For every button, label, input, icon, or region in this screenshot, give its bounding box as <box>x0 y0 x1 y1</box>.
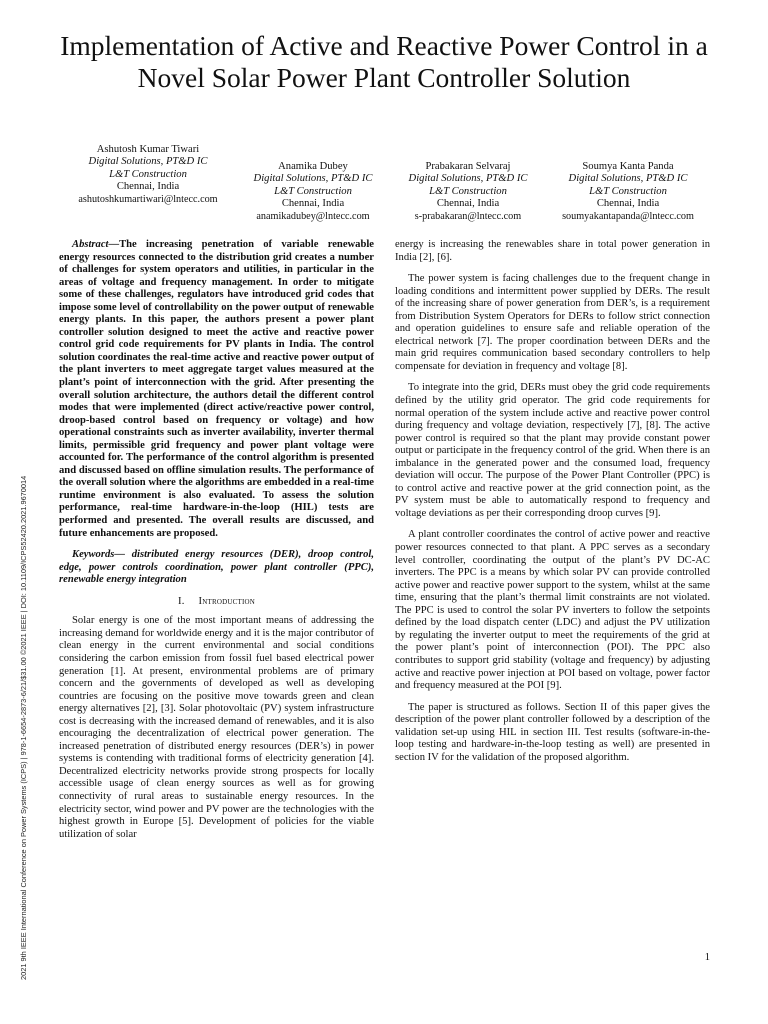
keywords <box>59 549 374 587</box>
body-paragraph-continuation: energy is increasing the renewables share in total power generation in India [2], [6]. <box>395 239 710 263</box>
keywords-text: distributed energy resources (DER), droop control, edge, power controls coordination, power plant controller (PPC), renewable energy integration <box>59 549 374 586</box>
author-location: Chennai, India <box>596 198 660 210</box>
abstract-label: Abstract <box>72 239 109 250</box>
right-column <box>395 239 710 773</box>
section-title: Introduction <box>198 595 256 607</box>
author-location: Chennai, India <box>281 198 345 210</box>
author-block-1 <box>52 144 244 206</box>
author-email: s-prabakaran@lntecc.com <box>414 210 522 222</box>
paper-title: Implementation of Active and Reactive Power Control in a Novel Solar Power Plant Controller Solution <box>60 30 708 93</box>
author-org: Digital Solutions, PT&D IC <box>568 173 688 185</box>
author-org: Digital Solutions, PT&D IC <box>408 173 528 185</box>
left-column <box>59 239 374 850</box>
author-email: ashutoshkumartiwari@lntecc.com <box>78 193 218 205</box>
author-org: Digital Solutions, PT&D IC <box>253 173 373 185</box>
page-number: 1 <box>704 952 710 963</box>
author-company: L&T Construction <box>274 185 352 197</box>
body-paragraph: To integrate into the grid, DERs must obey the grid code requirements defined by the utility grid operator. The grid code requirements for normal operation of the system include active and reactive power control during frequency and voltage deviation, respectively [7], [8]. The active power control is required so that the plant may provide constant power output or participate in the frequency control of the grid. When there is an imbalance in the generated power and the consumed load, frequency deviation will occur. The purpose of the Power Plant Controller (PPC) is to control active and reactive power at the grid connection point, as the PV system must be able to automatically respond to frequency and voltage deviations as per their corresponding droop curves [9]. <box>395 382 710 519</box>
author-company: L&T Construction <box>429 185 507 197</box>
body-paragraph: Solar energy is one of the most important means of addressing the increasing demand for worldwide energy and it is the major contributor of clean energy in the current environmental and social conditions considering the carbon emission from fossil fuel based electrical power generation [1]. At present, environmental problems are of primary concern and the governments of developed as well as developing countries are focusing on the positive move towards green and clean energy alternatives [2], [3]. Solar photovoltaic (PV) system infrastructure cost is decreasing with the increased demand of renewables, and it is also encouraging the decentralization of electrical power generation. The increased penetration of distributed energy resources (DER’s) in power systems is contending with traditional forms of electricity generation [4]. Decentralized electricity networks provide strong prospects for locally accessible usage of clean energy sources as well as for growing connectivity of rural areas to sustainable energy resources. In the electricity sector, wind power and PV power are the technologies with the highest growth in Europe [5]. Development of policies for the viable utilization of solar <box>59 615 374 840</box>
abstract <box>59 239 374 540</box>
section-number: I. <box>177 595 185 607</box>
abstract-text: —The increasing penetration of variable renewable energy resources connected to the distribution grid creates a number of challenges for system operators and utilities, in particular in the areas of voltage and frequency management. In order to mitigate some of these challenges, regulators have introduced grid codes that impose some level of controllability on the power output of renewable energy plants. In this paper, the authors present a power plant controller solution designed to meet the active and reactive power control grid code requirements for PV plants in India. The control solution coordinates the real-time active and reactive power output of the plant inverters to meet aggregate target values measured at the plant’s point of interconnection with the grid. After presenting the overall solution architecture, the authors detail the different control modes that were implemented (direct active/reactive power control, droop-based control based on frequency or voltage) and how operational constraints such as inverter availability, inverter thermal limits, permissible grid frequency and power plant voltage were accounted for. The performance of the control algorithm is presented and discussed based on offline simulation results. The performance of the overall solution where the algorithms are embedded in a real-time runtime environment is also evaluated. To assess the solution performance, real-time hardware-in-the-loop (HIL) tests are performed and presented. The overall results are discussed, and future enhancements are proposed. <box>59 239 374 539</box>
author-block-4 <box>532 161 724 223</box>
keywords-label: Keywords— <box>72 549 125 561</box>
conference-sidebar: 2021 9th IEEE International Conference on Power Systems (ICPS) | 978-1-6654-2873-6/21/$31.00 ©2021 IEEE | DOI: 10.1109/ICPS52420.2021.9670014 <box>19 475 28 980</box>
author-name: Prabakaran Selvaraj <box>425 161 511 172</box>
author-company: L&T Construction <box>109 168 187 180</box>
author-name: Anamika Dubey <box>278 161 348 172</box>
author-name: Ashutosh Kumar Tiwari <box>96 144 200 155</box>
author-location: Chennai, India <box>436 198 500 210</box>
author-email: soumyakantapanda@lntecc.com <box>562 210 694 222</box>
body-paragraph: A plant controller coordinates the control of active power and reactive power resources connected to that plant. A PPC serves as a secondary level controller, coordinating the output of the plant’s PV DC-AC inverters. The PPC is a means by which solar PV can provide controlled active power and reactive power support to the system, whilst at the same time, ensuring that the plant’s thermal limit constraints are not violated. The PPC is used to control the solar PV inverters to follow the setpoints defined by the load dispatch center (LDC) and adjust the PV utilization by regulating the inverter output to meet the requirements of the grid at the power plant’s point of interconnection (POI). The PPC also contributes to support grid stability (voltage and frequency) by adjusting active and reactive power injection at POI based on voltage, power factor and frequency measured at the POI [9]. <box>395 529 710 692</box>
author-company: L&T Construction <box>589 185 667 197</box>
author-location: Chennai, India <box>116 181 180 193</box>
section-heading-introduction <box>59 596 374 609</box>
author-email: anamikadubey@lntecc.com <box>256 210 370 222</box>
body-paragraph: The paper is structured as follows. Section II of this paper gives the description of the power plant controller followed by a description of the validation set-up using HIL in section III. Test results (software-in-the-loop testing and hardware-in-the-loop testing as well) are presented in section IV for the validation of the proposed algorithm. <box>395 701 710 763</box>
author-name: Soumya Kanta Panda <box>582 161 674 172</box>
body-paragraph: The power system is facing challenges due to the frequent change in loading conditions and intermittent power supplied by DERs. The result of the increasing share of power generation from DER’s, is a requirement from Distribution System Operators for DERs to follow strict connection and operation guidelines to ensure safe and reliable operation of the electrical network [7]. The proper coordination between DERs and the main grid requires communication based secondary controllers to help compensate for deviation in frequency and voltage [8]. <box>395 273 710 372</box>
author-org: Digital Solutions, PT&D IC <box>88 156 208 168</box>
